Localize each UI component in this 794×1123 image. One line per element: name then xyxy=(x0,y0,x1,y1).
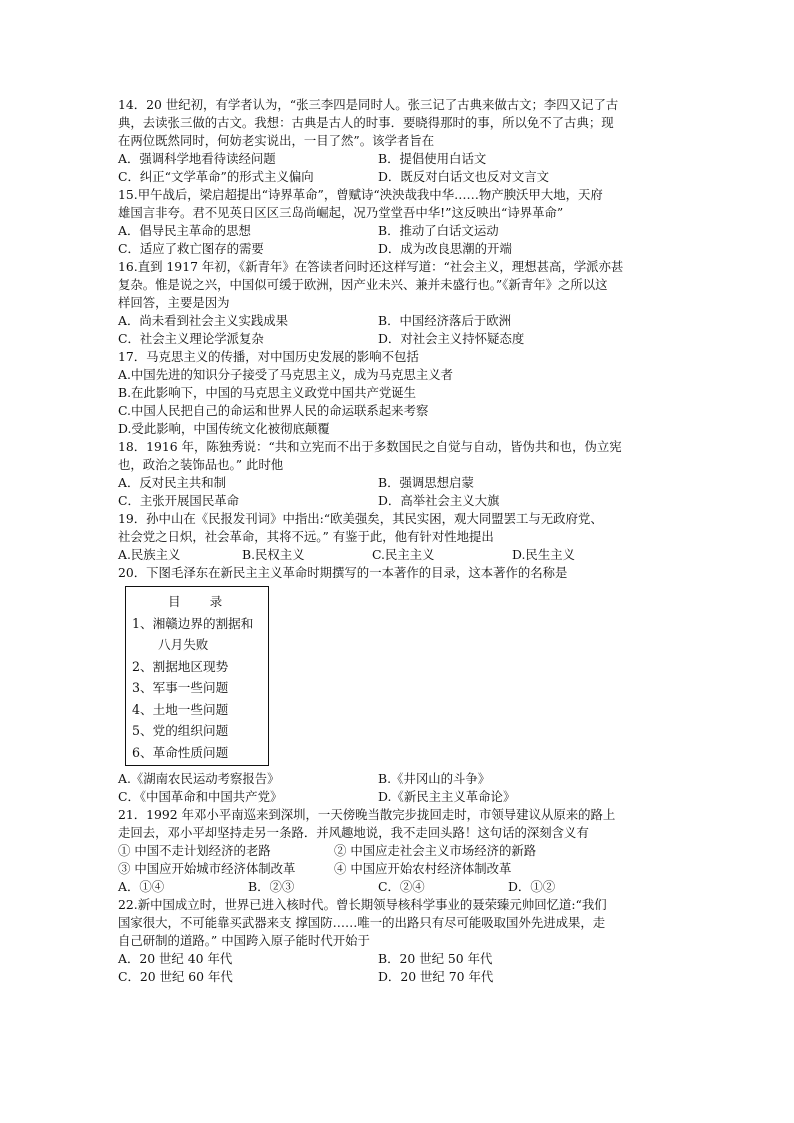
option-row xyxy=(118,240,678,258)
question-stem: 社会党之日炽，社会革命，其将不远。” 有鉴于此，他有针对性地提出 xyxy=(118,529,494,544)
question-stem: 在两位既然同时，何妨老实说出，一目了然”。该学者旨在 xyxy=(118,133,435,148)
option-a: A．倡导民主革命的思想 xyxy=(118,223,251,238)
option-row xyxy=(118,546,678,564)
option-d: D.受此影响，中国传统文化被彻底颠覆 xyxy=(118,421,330,436)
option-c: C.中国人民把自己的命运和世界人民的命运联系起来考察 xyxy=(118,403,429,418)
statement-2: ② 中国应走社会主义市场经济的新路 xyxy=(334,843,537,858)
toc-item: 3、军事一些问题 xyxy=(132,680,229,695)
option-c: C．社会主义理论学派复杂 xyxy=(118,331,264,346)
option-b: B．中国经济落后于欧洲 xyxy=(378,313,512,328)
statement-4: ④ 中国应开始农村经济体制改革 xyxy=(334,861,512,876)
option-b: B.民权主义 xyxy=(242,547,305,562)
option-b: B．20 世纪 50 年代 xyxy=(378,951,493,966)
toc-item: 6、革命性质问题 xyxy=(132,744,229,760)
toc-item: 1、湘赣边界的割据和 xyxy=(132,615,254,631)
statement-1: ① 中国不走计划经济的老路 xyxy=(118,843,271,858)
option-b: B．推动了白话文运动 xyxy=(378,223,499,238)
question-stem: 16.直到 1917 年初，《新青年》在答读者问时还这样写道：“社会主义，理想甚高，学派亦甚 xyxy=(118,259,624,274)
toc-item: 2、割据地区现势 xyxy=(132,658,229,674)
option-row xyxy=(118,330,678,348)
question-stem: 21．1992 年邓小平南巡来到深圳，一天傍晚当散完步拢回走时，市领导建议从原来的路上 xyxy=(118,807,616,822)
option-b: B．提倡使用白话文 xyxy=(378,151,487,166)
toc-item: 4、土地一些问题 xyxy=(132,701,229,717)
option-row xyxy=(118,968,678,986)
option-d: D．既反对白话文也反对文言文 xyxy=(378,169,550,184)
option-d: D.民生主义 xyxy=(512,547,575,562)
option-c: C．《中国革命和中国共产党》 xyxy=(118,789,283,804)
question-22 xyxy=(118,896,678,986)
question-stem: 17．马克思主义的传播，对中国历史发展的影响不包括 xyxy=(118,349,419,364)
option-d: D．对社会主义持怀疑态度 xyxy=(378,331,525,346)
question-stem: 走回去，邓小平却坚持走另一条路．并风趣地说，我不走回头路！这句话的深刻含义有 xyxy=(118,825,589,840)
option-b: B．②③ xyxy=(248,879,295,894)
question-17 xyxy=(118,348,678,438)
question-stem: 15.甲午战后，梁启超提出“诗界革命”，曾赋诗“泱泱哉我中华……物产腴沃甲大地，天府 xyxy=(118,187,603,202)
question-stem: 14．20 世纪初，有学者认为，“张三李四是同时人。张三记了古典来做古文；李四又记了古 xyxy=(118,97,619,112)
question-stem: 复杂。惟是说之兴，中国似可缓于欧洲，因产业未兴、兼并未盛行也。”《新青年》之所以这 xyxy=(118,277,608,292)
option-a: A．①④ xyxy=(118,879,165,894)
option-c: C．适应了救亡图存的需要 xyxy=(118,241,264,256)
toc-title: 目 录 xyxy=(168,594,224,609)
option-c: C．②④ xyxy=(378,879,425,894)
option-row xyxy=(118,788,678,806)
option-row xyxy=(118,770,678,788)
option-row xyxy=(118,474,678,492)
question-stem: 18．1916 年，陈独秀说：“共和立宪而不出于多数国民之自觉与自动，皆伪共和也，伪立宪 xyxy=(118,439,622,454)
statement-row xyxy=(118,860,678,878)
statement-row xyxy=(118,842,678,860)
toc-item: 八月失败 xyxy=(158,637,209,652)
option-c: C．纠正“文学革命”的形式主义偏向 xyxy=(118,169,314,184)
option-a: A．尚未看到社会主义实践成果 xyxy=(118,313,289,328)
question-stem: 样回答，主要是因为 xyxy=(118,295,230,310)
option-row xyxy=(118,492,678,510)
option-d: D．高举社会主义大旗 xyxy=(378,493,500,508)
question-14 xyxy=(118,96,678,186)
question-15 xyxy=(118,186,678,258)
question-stem: 自己研制的道路。” 中国跨入原子能时代开始于 xyxy=(118,933,370,948)
option-row xyxy=(118,168,678,186)
question-stem: 20．下图毛泽东在新民主主义革命时期撰写的一本著作的目录，这本著作的名称是 xyxy=(118,565,568,580)
toc-item: 5、党的组织问题 xyxy=(132,723,229,738)
option-d: D．20 世纪 70 年代 xyxy=(378,969,494,984)
question-stem: 也，政治之装饰品也。” 此时他 xyxy=(118,457,284,472)
option-d: D．①② xyxy=(508,879,556,894)
question-18 xyxy=(118,438,678,510)
option-row xyxy=(118,222,678,240)
option-c: C.民主主义 xyxy=(372,547,435,562)
option-b: B.《井冈山的斗争》 xyxy=(378,771,491,786)
option-b: B．强调思想启蒙 xyxy=(378,475,474,490)
question-stem: 22.新中国成立时，世界已进入核时代。曾长期领导核科学事业的聂荣臻元帅回忆道:“我们 xyxy=(118,897,607,912)
option-d: D．成为改良思潮的开端 xyxy=(378,241,512,256)
option-a: A．20 世纪 40 年代 xyxy=(118,951,233,966)
option-a: A.《湖南农民运动考察报告》 xyxy=(118,771,280,786)
option-row xyxy=(118,150,678,168)
question-stem: 典，去读张三做的古文。我想：古典是古人的时事．要晓得那时的事，所以免不了古典；现 xyxy=(118,115,614,130)
option-d: D.《新民主主义革命论》 xyxy=(378,789,516,804)
option-a: A．强调科学地看待读经问题 xyxy=(118,151,276,166)
statement-3: ③ 中国应开始城市经济体制改革 xyxy=(118,861,296,876)
question-stem: 19．孙中山在《民报发刊词》中指出:“欧美强矣，其民实困，观大同盟罢工与无政府党、 xyxy=(118,511,603,526)
option-row xyxy=(118,878,678,896)
question-20 xyxy=(118,564,678,806)
option-a: A．反对民主共和制 xyxy=(118,475,227,490)
question-stem: 国家很大，不可能靠买武器来支 撑国防……唯一的出路只有尽可能吸取国外先进成果，走 xyxy=(118,915,606,930)
question-stem: 雄国言非夸。君不见英日区区三岛尚崛起，况乃堂堂吾中华!”这反映出“诗界革命” xyxy=(118,205,564,220)
table-of-contents-box xyxy=(125,586,269,766)
option-c: C．20 世纪 60 年代 xyxy=(118,969,233,984)
option-c: C．主张开展国民革命 xyxy=(118,493,239,508)
question-19 xyxy=(118,510,678,564)
option-b: B.在此影响下，中国的马克思主义政党中国共产党诞生 xyxy=(118,385,417,400)
option-row xyxy=(118,950,678,968)
option-a: A.民族主义 xyxy=(118,547,181,562)
option-row xyxy=(118,312,678,330)
question-21 xyxy=(118,806,678,896)
option-a: A.中国先进的知识分子接受了马克思主义，成为马克思主义者 xyxy=(118,367,454,382)
exam-page xyxy=(118,96,678,986)
question-16 xyxy=(118,258,678,348)
